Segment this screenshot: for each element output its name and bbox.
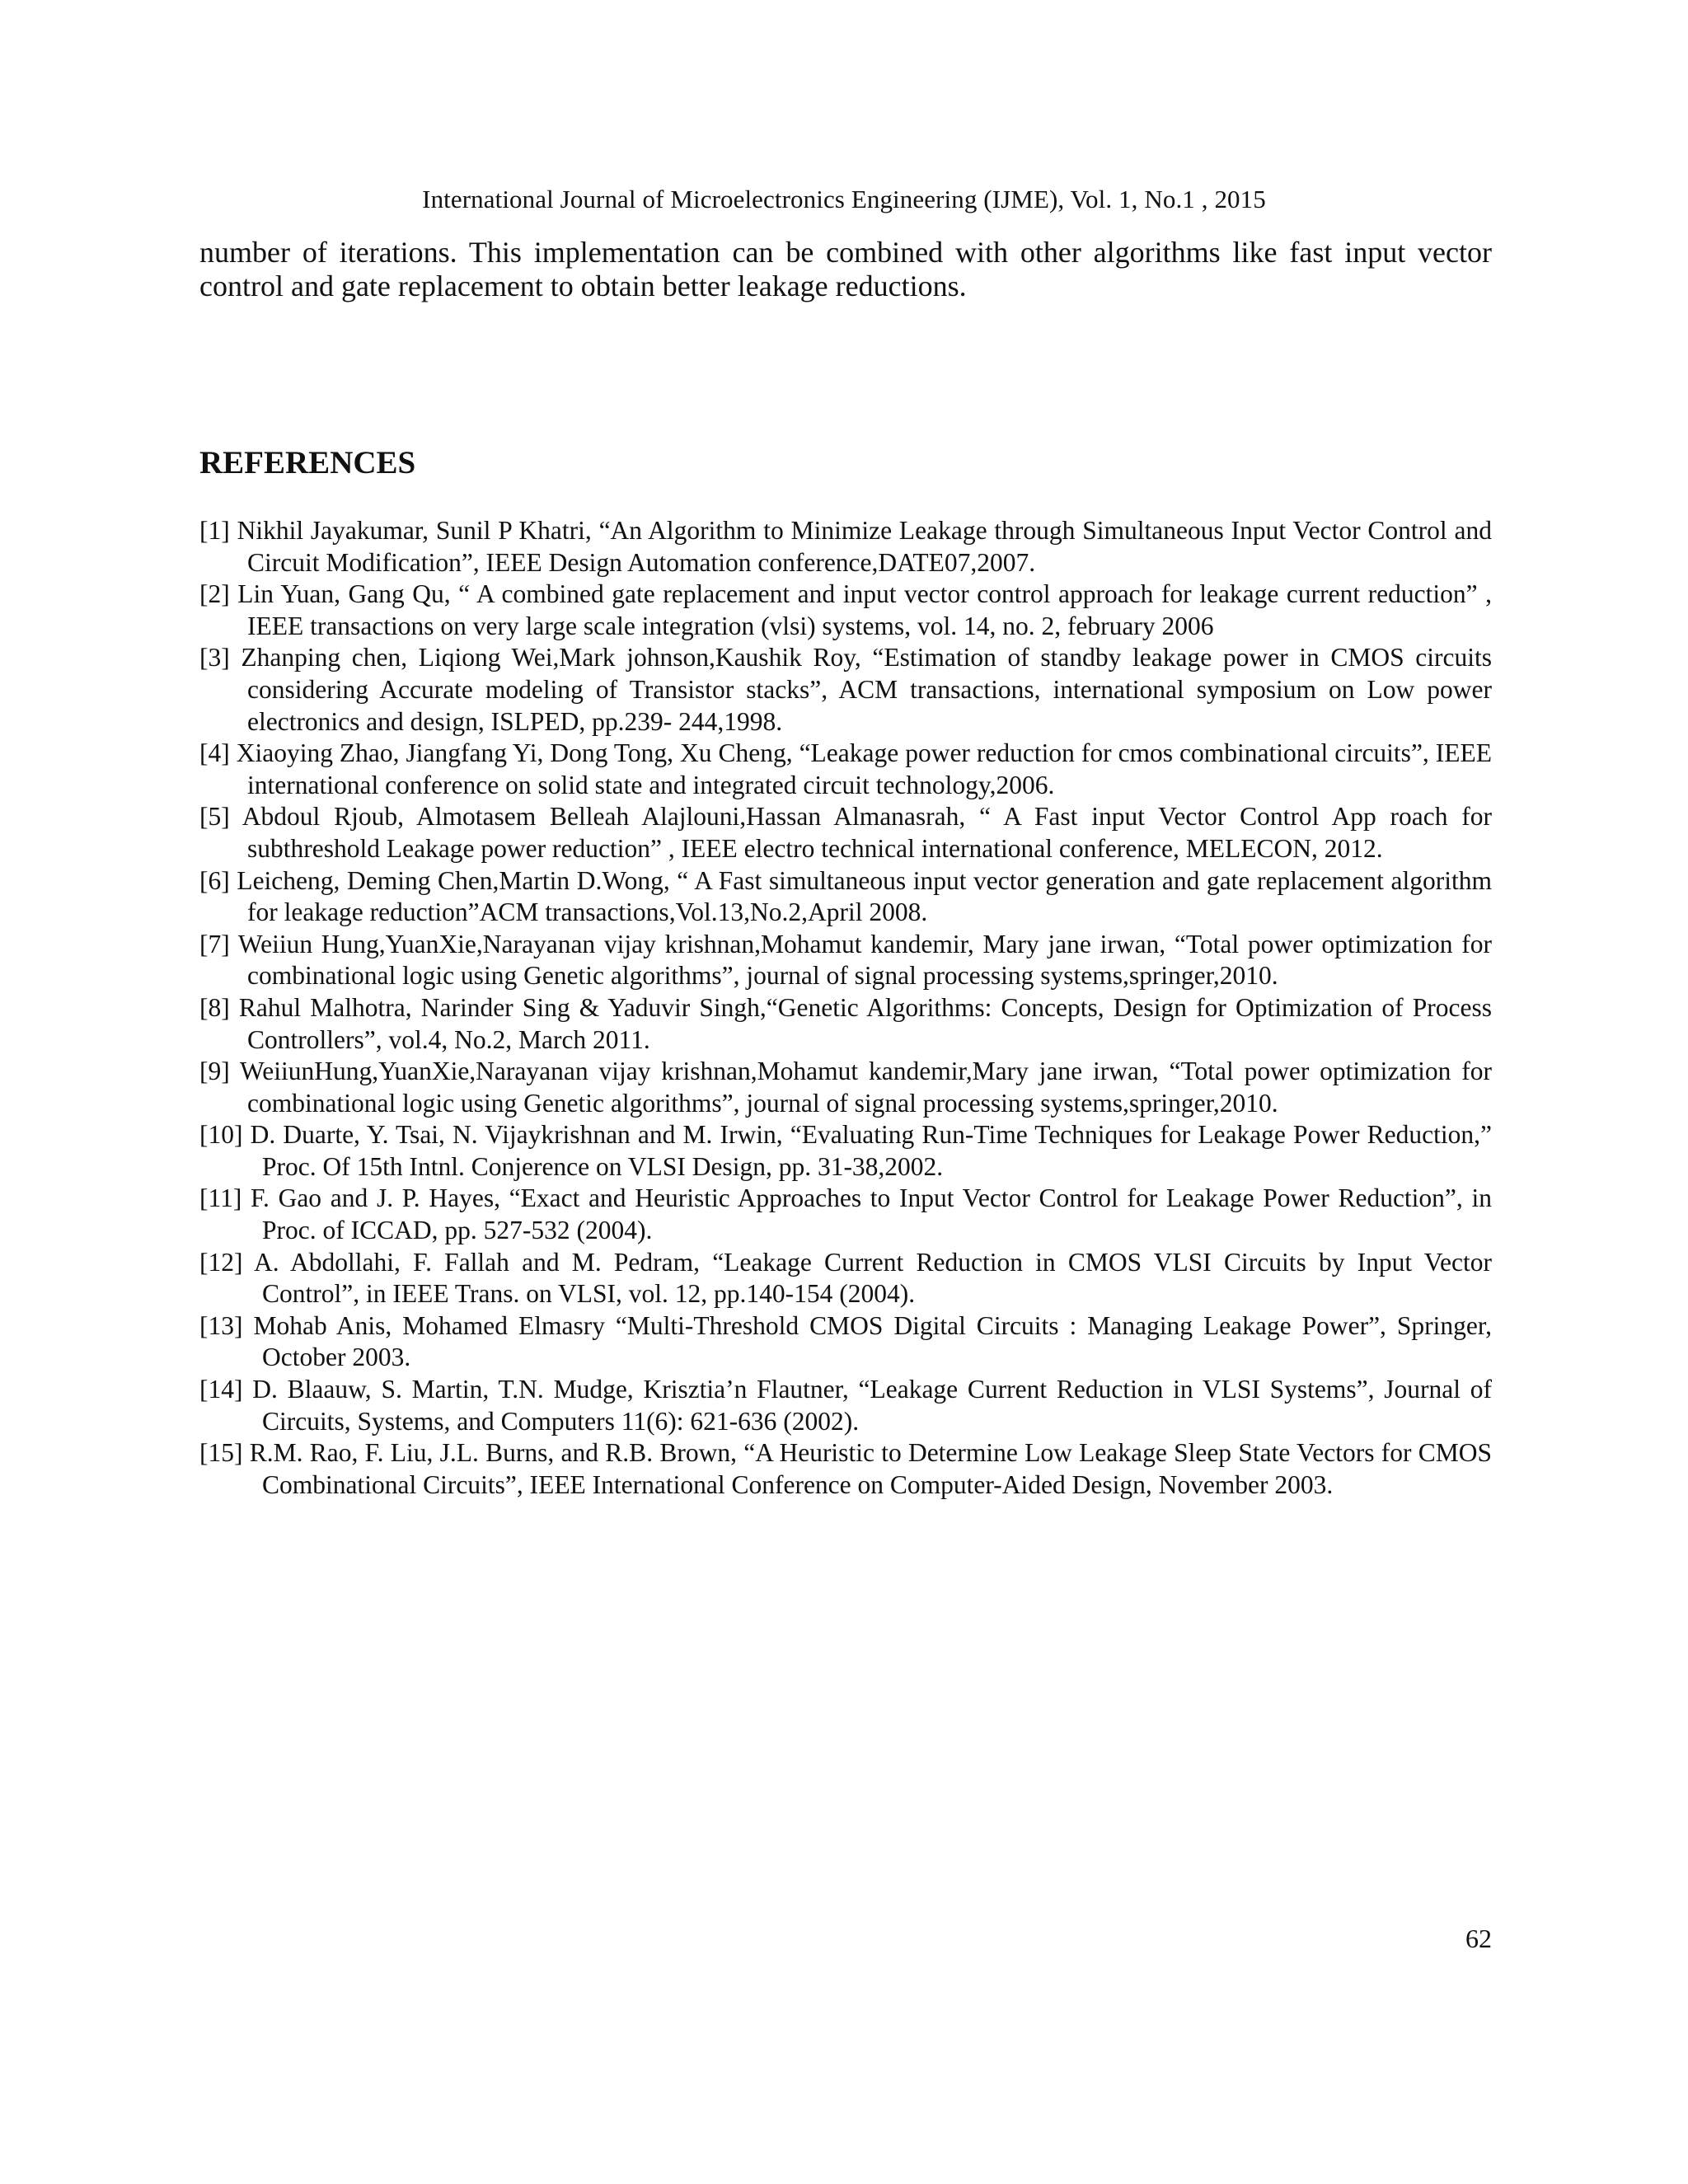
reference-item-8: [8] Rahul Malhotra, Narinder Sing & Yaduvir Singh,“Genetic Algorithms: Concepts, Design for Optimization of Process Controllers”, vol.4, No.2, March 2011. <box>199 992 1492 1054</box>
reference-item-4: [4] Xiaoying Zhao, Jiangfang Yi, Dong Tong, Xu Cheng, “Leakage power reduction for cmos combinational circuits”, IEEE international conference on solid state and integrated circuit technology,2006. <box>199 738 1492 799</box>
reference-item-12: [12] A. Abdollahi, F. Fallah and M. Pedram, “Leakage Current Reduction in CMOS VLSI Circuits by Input Vector Control”, in IEEE Trans. on VLSI, vol. 12, pp.140-154 (2004). <box>199 1247 1492 1309</box>
reference-item-5: [5] Abdoul Rjoub, Almotasem Belleah Alajlouni,Hassan Almanasrah, “ A Fast input Vector Control App roach for subthreshold Leakage power reduction” , IEEE electro technical international conference, MELECON, 2012. <box>199 802 1492 863</box>
intro-paragraph: number of iterations. This implementation can be combined with other algorithms like fast input vector control and gate replacement to obtain better leakage reductions. <box>199 236 1492 302</box>
reference-item-1: [1] Nikhil Jayakumar, Sunil P Khatri, “An Algorithm to Minimize Leakage through Simultaneous Input Vector Control and Circuit Modification”, IEEE Design Automation conference,DATE07,2007. <box>199 516 1492 577</box>
reference-item-10: [10] D. Duarte, Y. Tsai, N. Vijaykrishnan and M. Irwin, “Evaluating Run-Time Techniques for Leakage Power Reduction,” Proc. Of 15th Intnl. Conjerence on VLSI Design, pp. 31-38,2002. <box>199 1120 1492 1181</box>
running-header: International Journal of Microelectronics Engineering (IJME), Vol. 1, No.1 , 2015 <box>422 185 1266 213</box>
reference-item-9: [9] WeiiunHung,YuanXie,Narayanan vijay krishnan,Mohamut kandemir,Mary jane irwan, “Total power optimization for combinational logic using Genetic algorithms”, journal of signal processing systems,springer,2010. <box>199 1057 1492 1118</box>
reference-item-14: [14] D. Blaauw, S. Martin, T.N. Mudge, Krisztia’n Flautner, “Leakage Current Reduction in VLSI Systems”, Journal of Circuits, Systems, and Computers 11(6): 621-636 (2002). <box>199 1375 1492 1436</box>
reference-item-2: [2] Lin Yuan, Gang Qu, “ A combined gate replacement and input vector control approach for leakage current reduction” , IEEE transactions on very large scale integration (vlsi) systems, vol. 14, no. 2, february 2006 <box>199 579 1492 640</box>
reference-item-6: [6] Leicheng, Deming Chen,Martin D.Wong, “ A Fast simultaneous input vector generation and gate replacement algorithm for leakage reduction”ACM transactions,Vol.13,No.2,April 2008. <box>199 865 1492 927</box>
reference-list <box>199 515 1492 1501</box>
reference-item-15: [15] R.M. Rao, F. Liu, J.L. Burns, and R.B. Brown, “A Heuristic to Determine Low Leakage Sleep State Vectors for CMOS Combinational Circuits”, IEEE International Conference on Computer-Aided Design, November 2003. <box>199 1438 1492 1499</box>
references-heading: REFERENCES <box>199 445 416 480</box>
reference-item-7: [7] Weiiun Hung,YuanXie,Narayanan vijay krishnan,Mohamut kandemir, Mary jane irwan, “Total power optimization for combinational logic using Genetic algorithms”, journal of signal processing systems,springer,2010. <box>199 929 1492 991</box>
reference-item-13: [13] Mohab Anis, Mohamed Elmasry “Multi-Threshold CMOS Digital Circuits : Managing Leakage Power”, Springer, October 2003. <box>199 1310 1492 1372</box>
page-number: 62 <box>1465 1924 1492 1953</box>
reference-item-11: [11] F. Gao and J. P. Hayes, “Exact and Heuristic Approaches to Input Vector Control for Leakage Power Reduction”, in Proc. of ICCAD, pp. 527-532 (2004). <box>199 1183 1492 1245</box>
reference-item-3: [3] Zhanping chen, Liqiong Wei,Mark johnson,Kaushik Roy, “Estimation of standby leakage power in CMOS circuits considering Accurate modeling of Transistor stacks”, ACM transactions, international symposium on Low power electronics and design, ISLPED, pp.239- 244,1998. <box>199 643 1492 736</box>
